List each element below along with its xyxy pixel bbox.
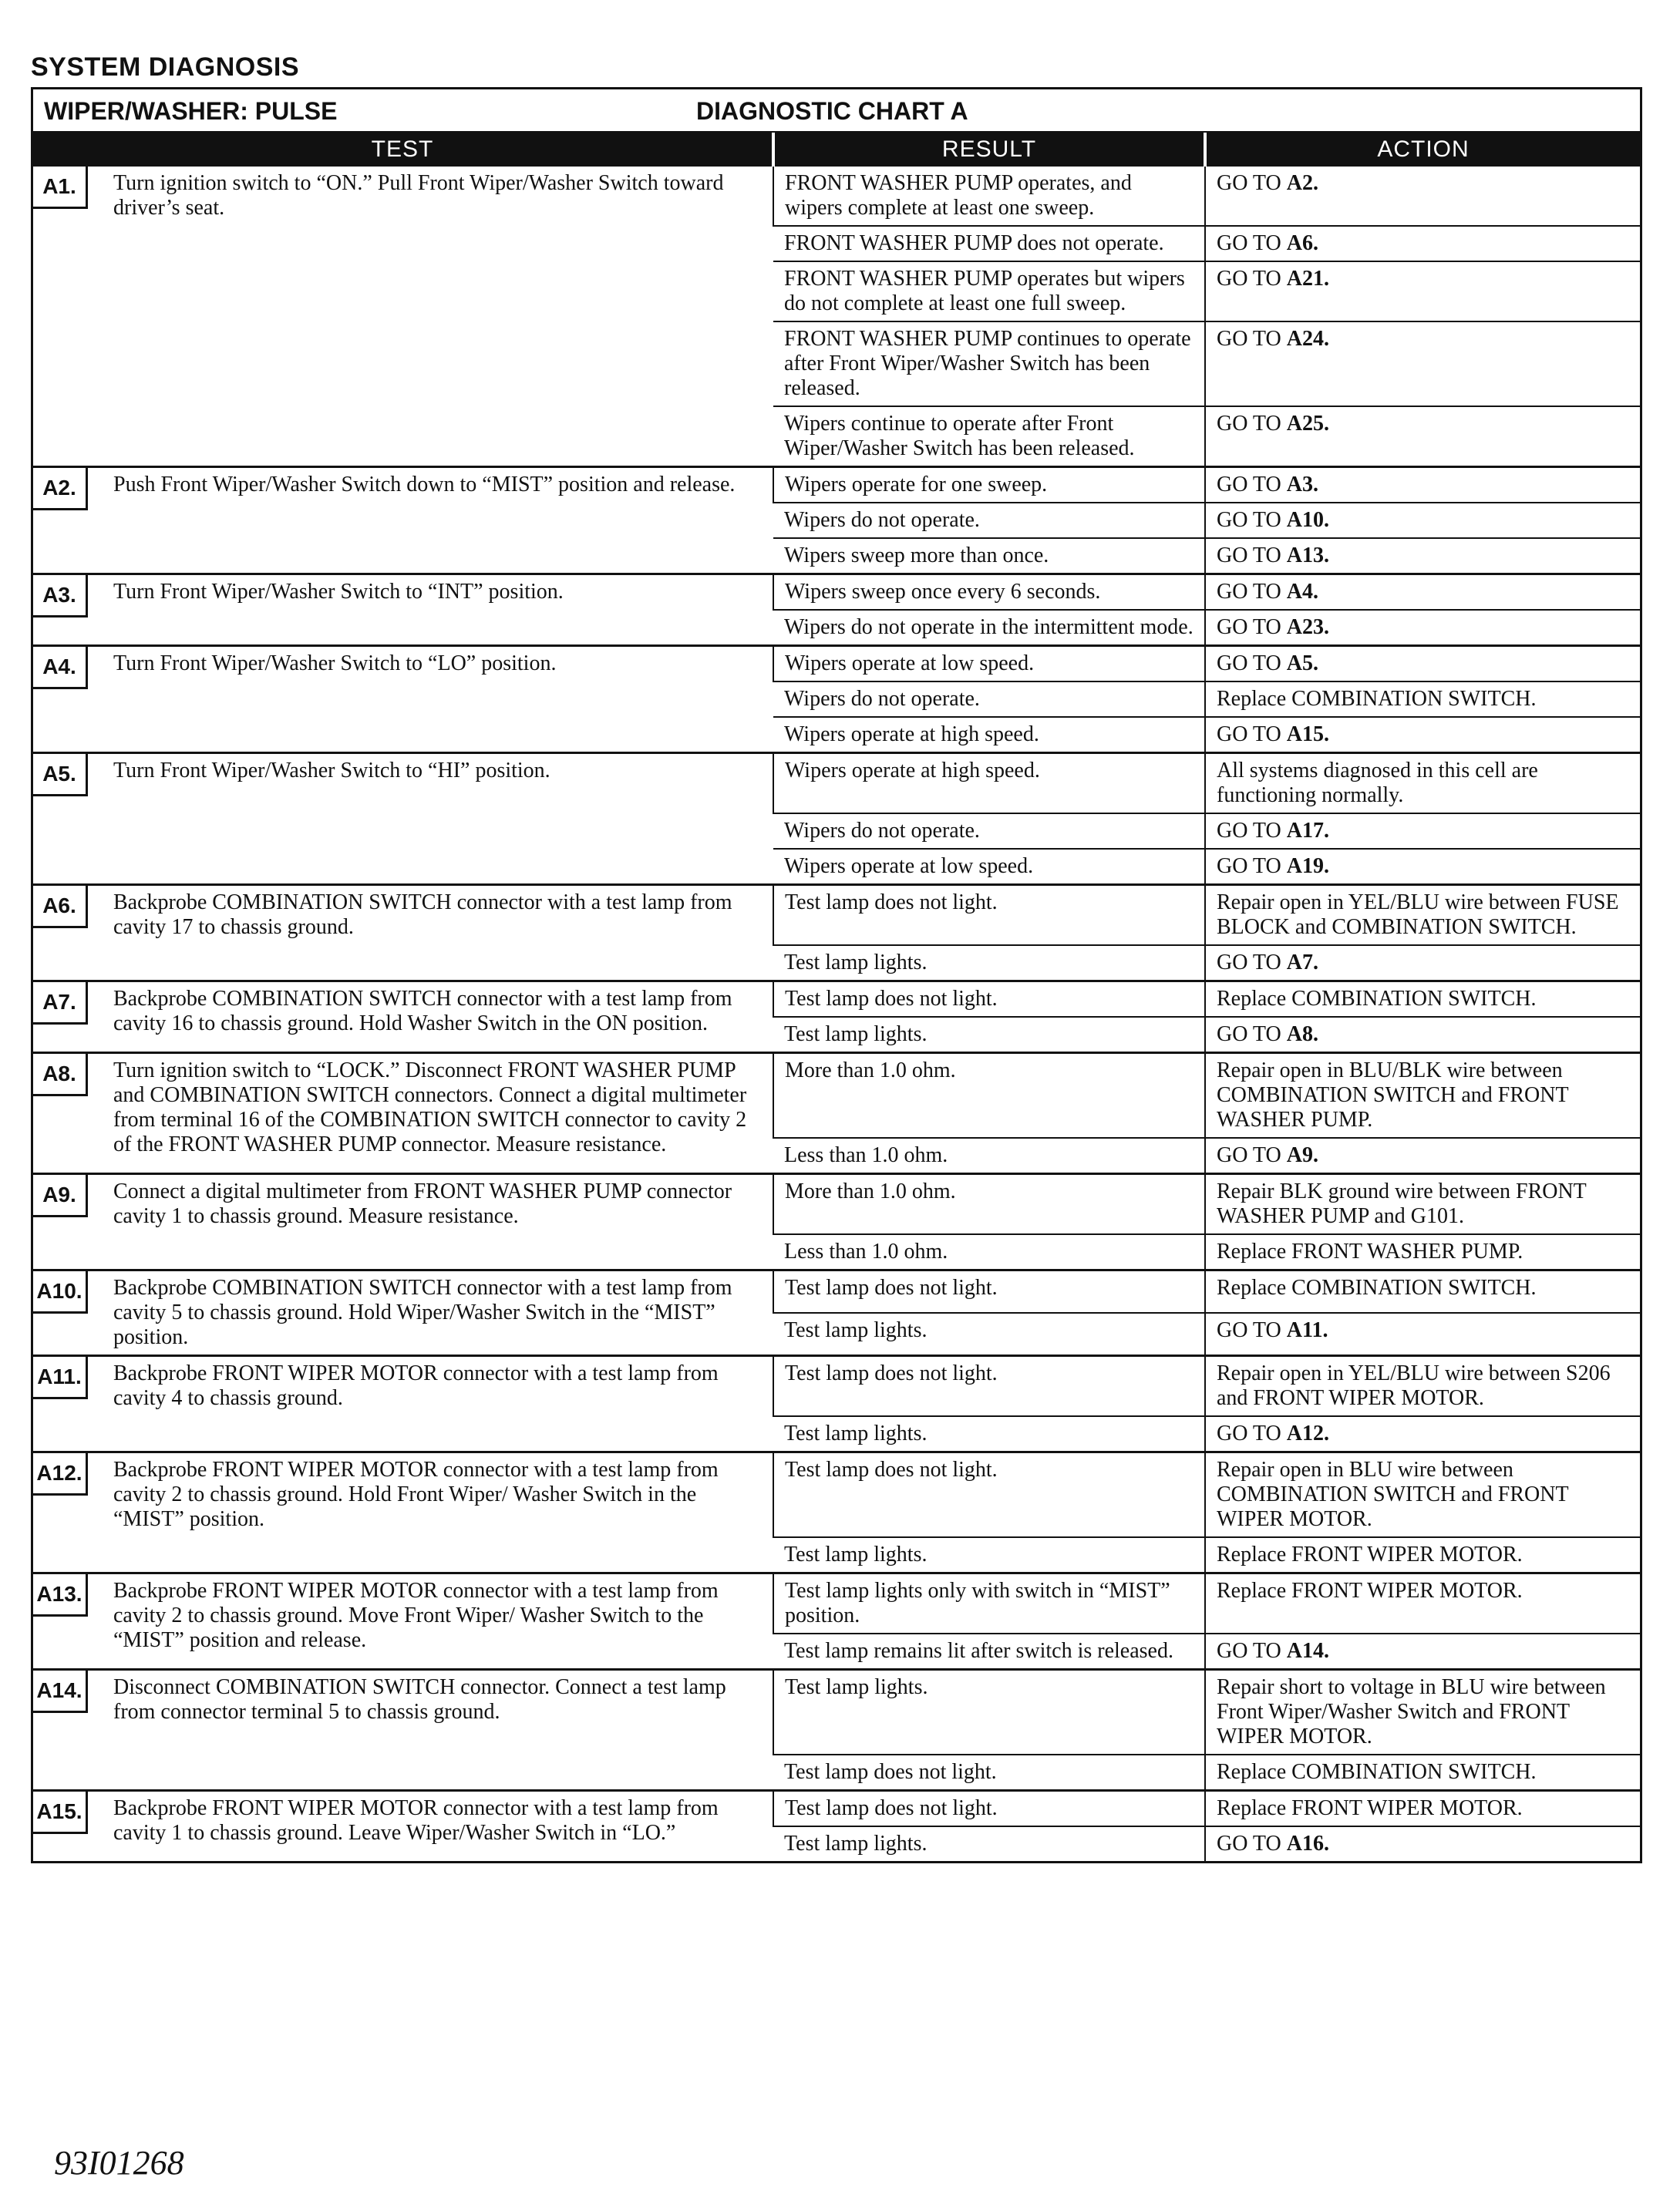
action-text: GO TO	[1217, 580, 1287, 604]
action-cell	[1205, 1017, 1640, 1053]
test-instruction: Backprobe COMBINATION SWITCH connector with a test lamp from cavity 17 to chassis ground.	[113, 890, 732, 939]
action-text: GO TO	[1217, 1832, 1287, 1856]
result-cell: Wipers sweep more than once.	[773, 538, 1205, 574]
action-cell	[1205, 261, 1640, 321]
action-cell	[1205, 717, 1640, 753]
action-cell	[1205, 1826, 1640, 1861]
result-cell: Test lamp lights.	[773, 1537, 1205, 1573]
result-cell: Wipers operate at low speed.	[773, 646, 1205, 682]
action-text: Replace FRONT WASHER PUMP.	[1217, 1240, 1523, 1264]
result-cell: Test lamp lights.	[773, 1313, 1205, 1356]
action-text: Replace COMBINATION SWITCH.	[1217, 1760, 1537, 1784]
action-step-ref: A8.	[1286, 1022, 1318, 1046]
result-cell: Wipers sweep once every 6 seconds.	[773, 574, 1205, 611]
action-cell	[1205, 849, 1640, 885]
result-cell: Test lamp does not light.	[773, 1356, 1205, 1417]
test-cell	[33, 167, 773, 467]
action-cell	[1205, 1053, 1640, 1139]
test-cell	[33, 1270, 773, 1356]
action-step-ref: A11.	[1286, 1318, 1328, 1342]
action-cell	[1205, 885, 1640, 946]
action-text: Repair open in YEL/BLU wire between S206 and FRONT WIPER MOTOR.	[1217, 1361, 1616, 1410]
action-cell	[1205, 813, 1640, 849]
action-step-ref: A17.	[1286, 819, 1329, 843]
step-id: A5.	[33, 754, 88, 796]
step-id: A11.	[33, 1357, 88, 1399]
result-cell: Wipers operate at high speed.	[773, 717, 1205, 753]
action-text: Replace COMBINATION SWITCH.	[1217, 987, 1537, 1011]
result-cell: Test lamp lights.	[773, 1670, 1205, 1755]
action-text: GO TO	[1217, 543, 1287, 567]
action-cell	[1205, 1573, 1640, 1634]
action-step-ref: A7.	[1286, 951, 1318, 974]
result-cell: Wipers operate for one sweep.	[773, 467, 1205, 503]
column-header-action: ACTION	[1205, 133, 1640, 167]
test-instruction: Turn ignition switch to “LOCK.” Disconnect FRONT WASHER PUMP and COMBINATION SWITCH connectors. Connect a digital multimeter from terminal 16 of the COMBINATION SWITCH connector to cavity 2 of the FRONT WASHER PUMP connector. Measure resistance.	[113, 1058, 747, 1156]
table-row	[33, 1053, 1640, 1139]
step-id: A9.	[33, 1175, 88, 1217]
test-cell	[33, 753, 773, 885]
test-cell	[33, 1791, 773, 1862]
test-instruction: Backprobe FRONT WIPER MOTOR connector with a test lamp from cavity 4 to chassis ground.	[113, 1361, 719, 1410]
result-cell: Wipers operate at high speed.	[773, 753, 1205, 814]
table-row	[33, 646, 1640, 682]
test-instruction: Disconnect COMBINATION SWITCH connector. Connect a test lamp from connector terminal 5 to chassis ground.	[113, 1675, 726, 1724]
test-cell	[33, 1356, 773, 1452]
step-id: A10.	[33, 1271, 88, 1314]
action-cell	[1205, 1452, 1640, 1538]
action-text: Replace COMBINATION SWITCH.	[1217, 1276, 1537, 1300]
page	[31, 52, 1642, 1863]
column-header-test: TEST	[33, 133, 773, 167]
action-cell	[1205, 1270, 1640, 1314]
step-id: A7.	[33, 982, 88, 1025]
action-cell	[1205, 1791, 1640, 1827]
test-cell	[33, 1452, 773, 1573]
action-cell	[1205, 1313, 1640, 1356]
action-text: GO TO	[1217, 231, 1287, 255]
result-cell: Test lamp does not light.	[773, 981, 1205, 1018]
table-row	[33, 1670, 1640, 1755]
action-step-ref: A15.	[1286, 722, 1329, 746]
action-step-ref: A23.	[1286, 615, 1329, 639]
result-cell: Less than 1.0 ohm.	[773, 1234, 1205, 1270]
test-instruction: Backprobe FRONT WIPER MOTOR connector with a test lamp from cavity 2 to chassis ground. Hold Front Wiper/ Washer Switch in the “MIST” position.	[113, 1458, 719, 1531]
action-text: GO TO	[1217, 854, 1287, 878]
action-cell	[1205, 646, 1640, 682]
result-cell: Test lamp does not light.	[773, 1452, 1205, 1538]
action-text: All systems diagnosed in this cell are functioning normally.	[1217, 759, 1544, 807]
action-step-ref: A12.	[1286, 1422, 1329, 1445]
table-row	[33, 1452, 1640, 1538]
diagnostic-table-body	[33, 167, 1640, 1861]
action-text: GO TO	[1217, 508, 1287, 532]
action-cell	[1205, 1356, 1640, 1417]
action-step-ref: A14.	[1286, 1639, 1329, 1663]
test-cell	[33, 1053, 773, 1174]
action-cell	[1205, 1537, 1640, 1573]
table-row	[33, 467, 1640, 503]
test-cell	[33, 1670, 773, 1791]
test-instruction: Backprobe FRONT WIPER MOTOR connector with a test lamp from cavity 1 to chassis ground. Leave Wiper/Washer Switch in “LO.”	[113, 1796, 719, 1845]
action-text: GO TO	[1217, 722, 1287, 746]
action-step-ref: A24.	[1286, 327, 1329, 351]
action-cell	[1205, 467, 1640, 503]
action-step-ref: A10.	[1286, 508, 1329, 532]
result-cell: More than 1.0 ohm.	[773, 1174, 1205, 1235]
result-cell: More than 1.0 ohm.	[773, 1053, 1205, 1139]
table-row	[33, 1174, 1640, 1235]
action-step-ref: A21.	[1286, 267, 1329, 291]
step-id: A6.	[33, 886, 88, 928]
step-id: A15.	[33, 1792, 88, 1834]
result-cell: Test lamp lights.	[773, 1416, 1205, 1452]
chart-header	[33, 89, 1640, 133]
section-title: SYSTEM DIAGNOSIS	[31, 52, 300, 82]
step-id: A13.	[33, 1574, 88, 1617]
test-instruction: Push Front Wiper/Washer Switch down to “MIST” position and release.	[113, 473, 736, 496]
action-cell	[1205, 610, 1640, 646]
action-text: Repair open in BLU/BLK wire between COMBINATION SWITCH and FRONT WASHER PUMP.	[1217, 1058, 1574, 1132]
test-cell	[33, 885, 773, 981]
action-text: GO TO	[1217, 615, 1287, 639]
test-instruction: Connect a digital multimeter from FRONT WASHER PUMP connector cavity 1 to chassis ground. Measure resistance.	[113, 1180, 732, 1228]
result-cell: Test lamp lights.	[773, 1017, 1205, 1053]
table-row	[33, 885, 1640, 946]
action-cell	[1205, 538, 1640, 574]
table-row	[33, 167, 1640, 226]
action-step-ref: A9.	[1286, 1143, 1318, 1167]
action-text: GO TO	[1217, 651, 1287, 675]
action-text: GO TO	[1217, 1318, 1287, 1342]
result-cell: Test lamp does not light.	[773, 1755, 1205, 1791]
step-id: A3.	[33, 575, 88, 618]
chart-title: DIAGNOSTIC CHART A	[696, 97, 968, 125]
table-row	[33, 1791, 1640, 1827]
action-step-ref: A25.	[1286, 412, 1329, 436]
result-cell: FRONT WASHER PUMP operates but wipers do not complete at least one full sweep.	[773, 261, 1205, 321]
action-step-ref: A3.	[1286, 473, 1318, 496]
action-text: GO TO	[1217, 1639, 1287, 1663]
action-step-ref: A16.	[1286, 1832, 1329, 1856]
result-cell: Test lamp lights only with switch in “MIST” position.	[773, 1573, 1205, 1634]
test-cell	[33, 646, 773, 753]
action-text: GO TO	[1217, 267, 1287, 291]
action-cell	[1205, 681, 1640, 717]
chart-system-title: WIPER/WASHER: PULSE	[44, 97, 338, 125]
step-id: A12.	[33, 1453, 88, 1496]
step-id: A2.	[33, 468, 88, 510]
action-cell	[1205, 945, 1640, 981]
action-text: Repair short to voltage in BLU wire between Front Wiper/Washer Switch and FRONT WIPER MOTOR.	[1217, 1675, 1611, 1748]
action-text: Repair open in YEL/BLU wire between FUSE BLOCK and COMBINATION SWITCH.	[1217, 890, 1624, 939]
action-text: GO TO	[1217, 412, 1287, 436]
action-cell	[1205, 1416, 1640, 1452]
step-id: A1.	[33, 167, 88, 209]
test-instruction: Backprobe COMBINATION SWITCH connector with a test lamp from cavity 5 to chassis ground. Hold Wiper/Washer Switch in the “MIST” position.	[113, 1276, 732, 1349]
table-row	[33, 753, 1640, 814]
result-cell: Wipers operate at low speed.	[773, 849, 1205, 885]
action-text: Repair BLK ground wire between FRONT WASHER PUMP and G101.	[1217, 1180, 1591, 1228]
column-header-row	[33, 133, 1640, 167]
action-step-ref: A19.	[1286, 854, 1329, 878]
result-cell: Wipers continue to operate after Front Wiper/Washer Switch has been released.	[773, 406, 1205, 467]
action-text: GO TO	[1217, 171, 1287, 195]
test-cell	[33, 1573, 773, 1670]
result-cell: FRONT WASHER PUMP does not operate.	[773, 226, 1205, 261]
result-cell: FRONT WASHER PUMP continues to operate after Front Wiper/Washer Switch has been released.	[773, 321, 1205, 406]
action-step-ref: A2.	[1286, 171, 1318, 195]
action-cell	[1205, 1234, 1640, 1270]
test-cell	[33, 467, 773, 574]
action-cell	[1205, 1138, 1640, 1174]
test-instruction: Turn Front Wiper/Washer Switch to “INT” position.	[113, 580, 564, 604]
table-row	[33, 1573, 1640, 1634]
test-instruction: Backprobe FRONT WIPER MOTOR connector with a test lamp from cavity 2 to chassis ground. Move Front Wiper/ Washer Switch to the “MIST” position and release.	[113, 1579, 719, 1652]
table-row	[33, 1356, 1640, 1417]
action-cell	[1205, 1670, 1640, 1755]
diagnostic-chart	[31, 87, 1642, 1863]
result-cell: Test lamp lights.	[773, 945, 1205, 981]
table-row	[33, 1270, 1640, 1314]
result-cell: Test lamp lights.	[773, 1826, 1205, 1861]
action-cell	[1205, 503, 1640, 538]
test-instruction: Turn Front Wiper/Washer Switch to “LO” position.	[113, 651, 557, 675]
action-text: Replace COMBINATION SWITCH.	[1217, 687, 1537, 711]
result-cell: FRONT WASHER PUMP operates, and wipers complete at least one sweep.	[773, 167, 1205, 226]
action-text: GO TO	[1217, 473, 1287, 496]
action-text: Repair open in BLU wire between COMBINATION SWITCH and FRONT WIPER MOTOR.	[1217, 1458, 1574, 1531]
action-cell	[1205, 1634, 1640, 1670]
action-step-ref: A4.	[1286, 580, 1318, 604]
action-cell	[1205, 321, 1640, 406]
column-header-result: RESULT	[773, 133, 1205, 167]
result-cell: Wipers do not operate in the intermittent mode.	[773, 610, 1205, 646]
action-cell	[1205, 167, 1640, 226]
action-cell	[1205, 981, 1640, 1018]
action-cell	[1205, 1755, 1640, 1791]
test-cell	[33, 574, 773, 646]
result-cell: Test lamp remains lit after switch is released.	[773, 1634, 1205, 1670]
action-step-ref: A13.	[1286, 543, 1329, 567]
result-cell: Wipers do not operate.	[773, 503, 1205, 538]
table-row	[33, 574, 1640, 611]
test-instruction: Turn Front Wiper/Washer Switch to “HI” position.	[113, 759, 550, 782]
test-instruction: Turn ignition switch to “ON.” Pull Front Wiper/Washer Switch toward driver’s seat.	[113, 171, 724, 220]
action-text: GO TO	[1217, 327, 1287, 351]
action-step-ref: A5.	[1286, 651, 1318, 675]
test-cell	[33, 1174, 773, 1270]
action-step-ref: A6.	[1286, 231, 1318, 255]
result-cell: Test lamp does not light.	[773, 1270, 1205, 1314]
step-id: A4.	[33, 647, 88, 689]
result-cell: Wipers do not operate.	[773, 681, 1205, 717]
figure-code: 93I01268	[54, 2144, 184, 2182]
test-cell	[33, 981, 773, 1053]
action-cell	[1205, 1174, 1640, 1235]
result-cell: Test lamp does not light.	[773, 1791, 1205, 1827]
action-text: Replace FRONT WIPER MOTOR.	[1217, 1579, 1523, 1603]
action-cell	[1205, 406, 1640, 467]
action-text: GO TO	[1217, 1422, 1287, 1445]
step-id: A8.	[33, 1054, 88, 1096]
action-text: GO TO	[1217, 1022, 1287, 1046]
action-text: GO TO	[1217, 1143, 1287, 1167]
action-text: Replace FRONT WIPER MOTOR.	[1217, 1543, 1523, 1567]
test-instruction: Backprobe COMBINATION SWITCH connector with a test lamp from cavity 16 to chassis ground. Hold Washer Switch in the ON position.	[113, 987, 732, 1035]
action-cell	[1205, 226, 1640, 261]
action-text: Replace FRONT WIPER MOTOR.	[1217, 1796, 1523, 1820]
step-id: A14.	[33, 1671, 88, 1713]
result-cell: Test lamp does not light.	[773, 885, 1205, 946]
action-text: GO TO	[1217, 951, 1287, 974]
action-cell	[1205, 753, 1640, 814]
table-row	[33, 981, 1640, 1018]
diagnostic-table	[33, 133, 1640, 1861]
action-text: GO TO	[1217, 819, 1287, 843]
result-cell: Wipers do not operate.	[773, 813, 1205, 849]
result-cell: Less than 1.0 ohm.	[773, 1138, 1205, 1174]
action-cell	[1205, 574, 1640, 611]
